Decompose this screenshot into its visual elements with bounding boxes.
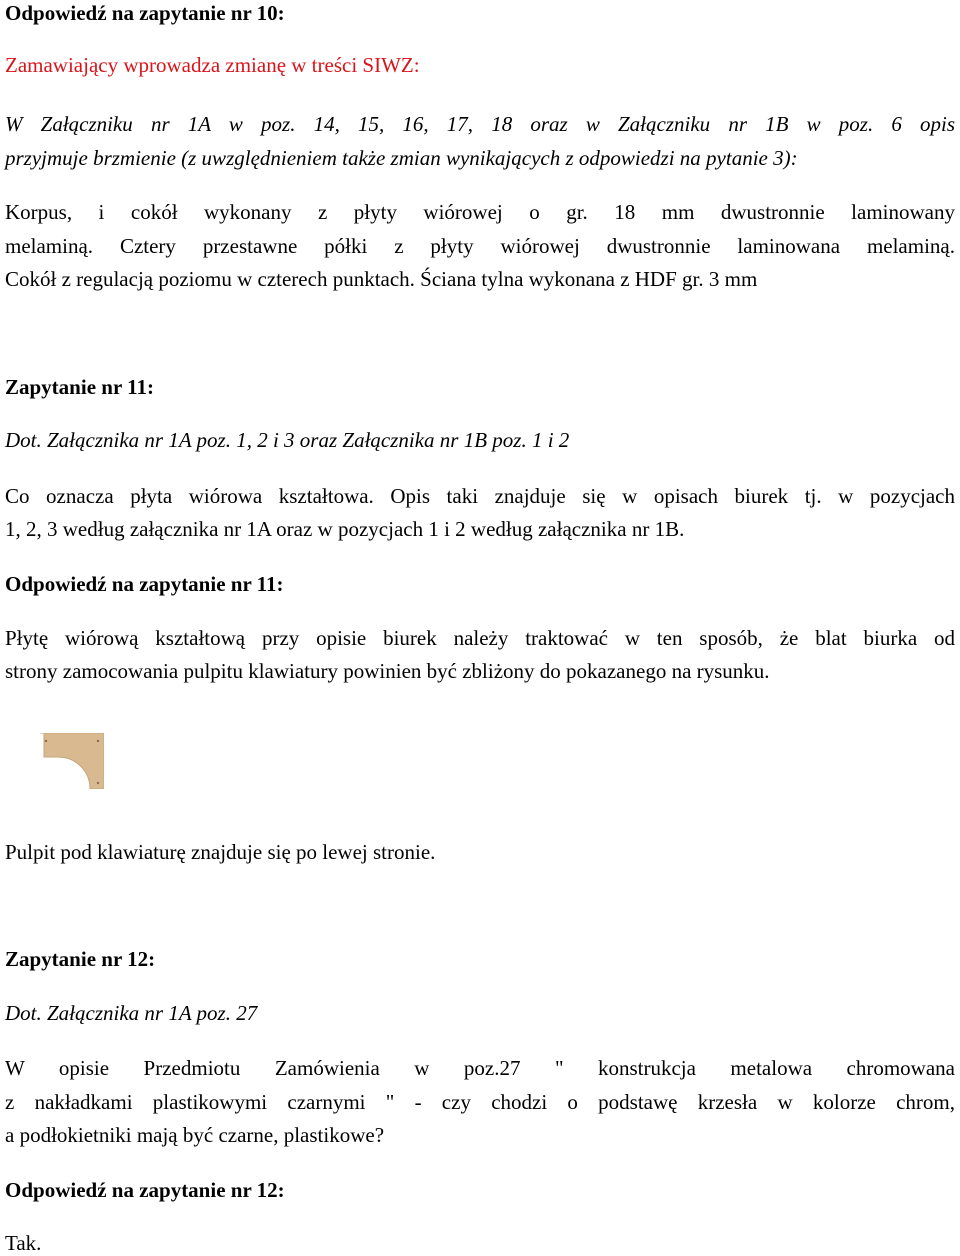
- description-line-1: Korpus, i cokół wykonany z płyty wiórowej o gr. 18 mm dwustronnie laminowany: [5, 200, 955, 224]
- desk-top-shape-figure: [40, 733, 104, 789]
- question-11-line-1: Co oznacza płyta wiórowa kształtowa. Opis taki znajduje się w opisach biurek tj. w pozycjach: [5, 484, 955, 508]
- annex-line-2: przyjmuje brzmienie (z uwzględnieniem także zmian wynikających z odpowiedzi na pytanie 3):: [5, 146, 798, 170]
- question-12-line-3: a podłokietniki mają być czarne, plastikowe?: [5, 1123, 385, 1147]
- answer-12-heading: Odpowiedź na zapytanie nr 12:: [5, 1178, 285, 1202]
- description-line-3: Cokół z regulacją poziomu w czterech punktach. Ściana tylna wykonana z HDF gr. 3 mm: [5, 267, 758, 291]
- question-11-reference: Dot. Załącznika nr 1A poz. 1, 2 i 3 oraz Załącznika nr 1B poz. 1 i 2: [5, 428, 570, 452]
- answer-12-body: Tak.: [5, 1231, 42, 1255]
- question-11-heading: Zapytanie nr 11:: [5, 375, 154, 399]
- question-12-line-2: z nakładkami plastikowymi czarnymi " - czy chodzi o podstawę krzesła w kolorze chrom,: [5, 1090, 955, 1114]
- question-12-line-1: W opisie Przedmiotu Zamówienia w poz.27 " konstrukcja metalowa chromowana: [5, 1056, 955, 1080]
- change-intro: Zamawiający wprowadza zmianę w treści SIWZ:: [5, 53, 420, 77]
- description-line-2: melaminą. Cztery przestawne półki z płyty wiórowej dwustronnie laminowana melaminą.: [5, 234, 955, 258]
- keyboard-tray-note: Pulpit pod klawiaturę znajduje się po lewej stronie.: [5, 840, 436, 864]
- annex-line-1: W Załączniku nr 1A w poz. 14, 15, 16, 17, 18 oraz w Załączniku nr 1B w poz. 6 opis: [5, 112, 955, 136]
- answer-11-line-1: Płytę wiórową kształtową przy opisie biurek należy traktować w ten sposób, że blat biurka od: [5, 626, 955, 650]
- question-12-heading: Zapytanie nr 12:: [5, 947, 156, 971]
- answer-11-line-2: strony zamocowania pulpitu klawiatury powinien być zbliżony do pokazanego na rysunku.: [5, 659, 770, 683]
- answer-10-heading: Odpowiedź na zapytanie nr 10:: [5, 1, 285, 25]
- question-11-line-2: 1, 2, 3 według załącznika nr 1A oraz w pozycjach 1 i 2 według załącznika nr 1B.: [5, 517, 685, 541]
- question-12-reference: Dot. Załącznika nr 1A poz. 27: [5, 1001, 258, 1025]
- answer-11-heading: Odpowiedź na zapytanie nr 11:: [5, 572, 284, 596]
